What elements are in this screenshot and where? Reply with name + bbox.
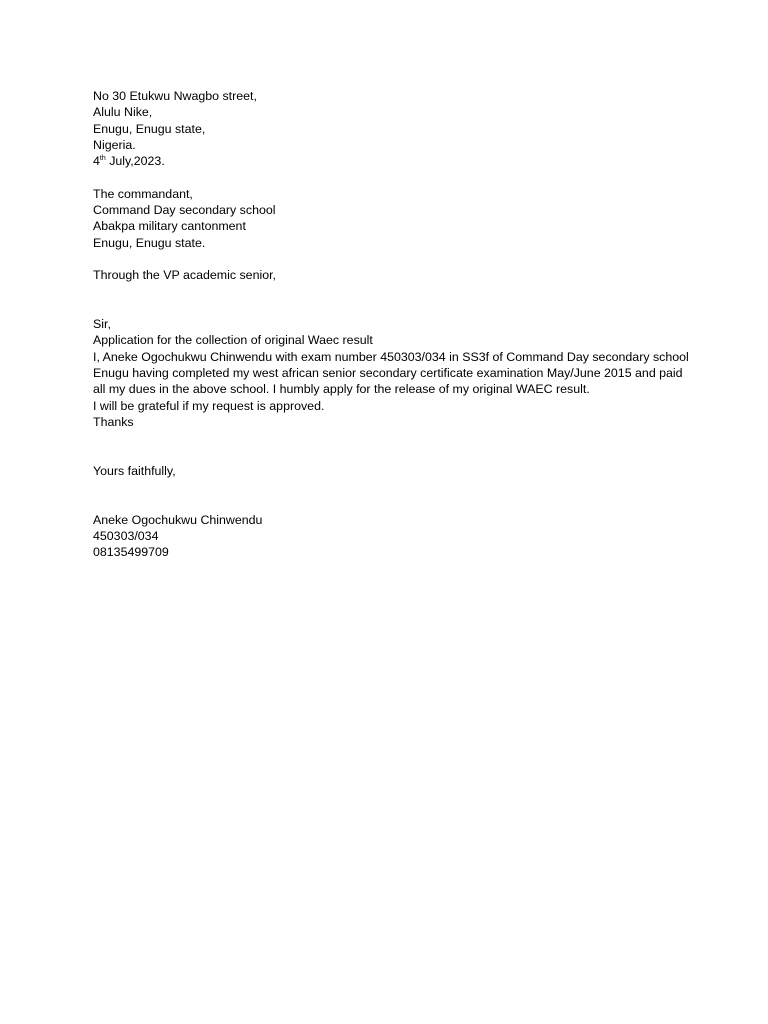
letter-date [93,153,703,169]
signature-phone: 08135499709 [93,545,169,560]
closing: Yours faithfully, [93,463,176,478]
body-thanks: Thanks [93,414,134,429]
sender-address-line: No 30 Etukwu Nwagbo street, [93,89,257,103]
recipient-address-line: The commandant, [93,186,193,201]
signature-exam-number: 450303/034 [93,529,159,544]
through-line: Through the VP academic senior, [93,268,276,283]
recipient-address-line: Command Day secondary school [93,203,276,218]
recipient-address-line: Enugu, Enugu state. [93,235,206,250]
date-suffix: th [99,155,106,163]
signature-name: Aneke Ogochukwu Chinwendu [93,512,263,527]
salutation: Sir, [93,317,111,332]
letter-body [93,88,703,561]
recipient-address [93,186,703,251]
sender-address [93,88,703,169]
recipient-address-line: Abakpa military cantonment [93,219,246,234]
date-rest: July,2023. [105,154,165,169]
sender-address-line: Nigeria. [93,137,136,152]
signature-block [93,512,703,561]
date-day: 4 [93,154,100,169]
body-request-line: I will be grateful if my request is approved. [93,398,325,413]
subject-line: Application for the collection of original Waec result [93,333,373,348]
sender-address-line: Enugu, Enugu state, [93,121,206,136]
sender-address-line: Alulu Nike, [93,105,153,120]
body-paragraph: I, Aneke Ogochukwu Chinwendu with exam number 450303/034 in SS3f of Command Day secondary school Enugu having completed my west african senior secondary certificate examination May/June 2015 and paid all my dues in the above school. I humbly apply for the release of my original WAEC result. [93,349,689,397]
